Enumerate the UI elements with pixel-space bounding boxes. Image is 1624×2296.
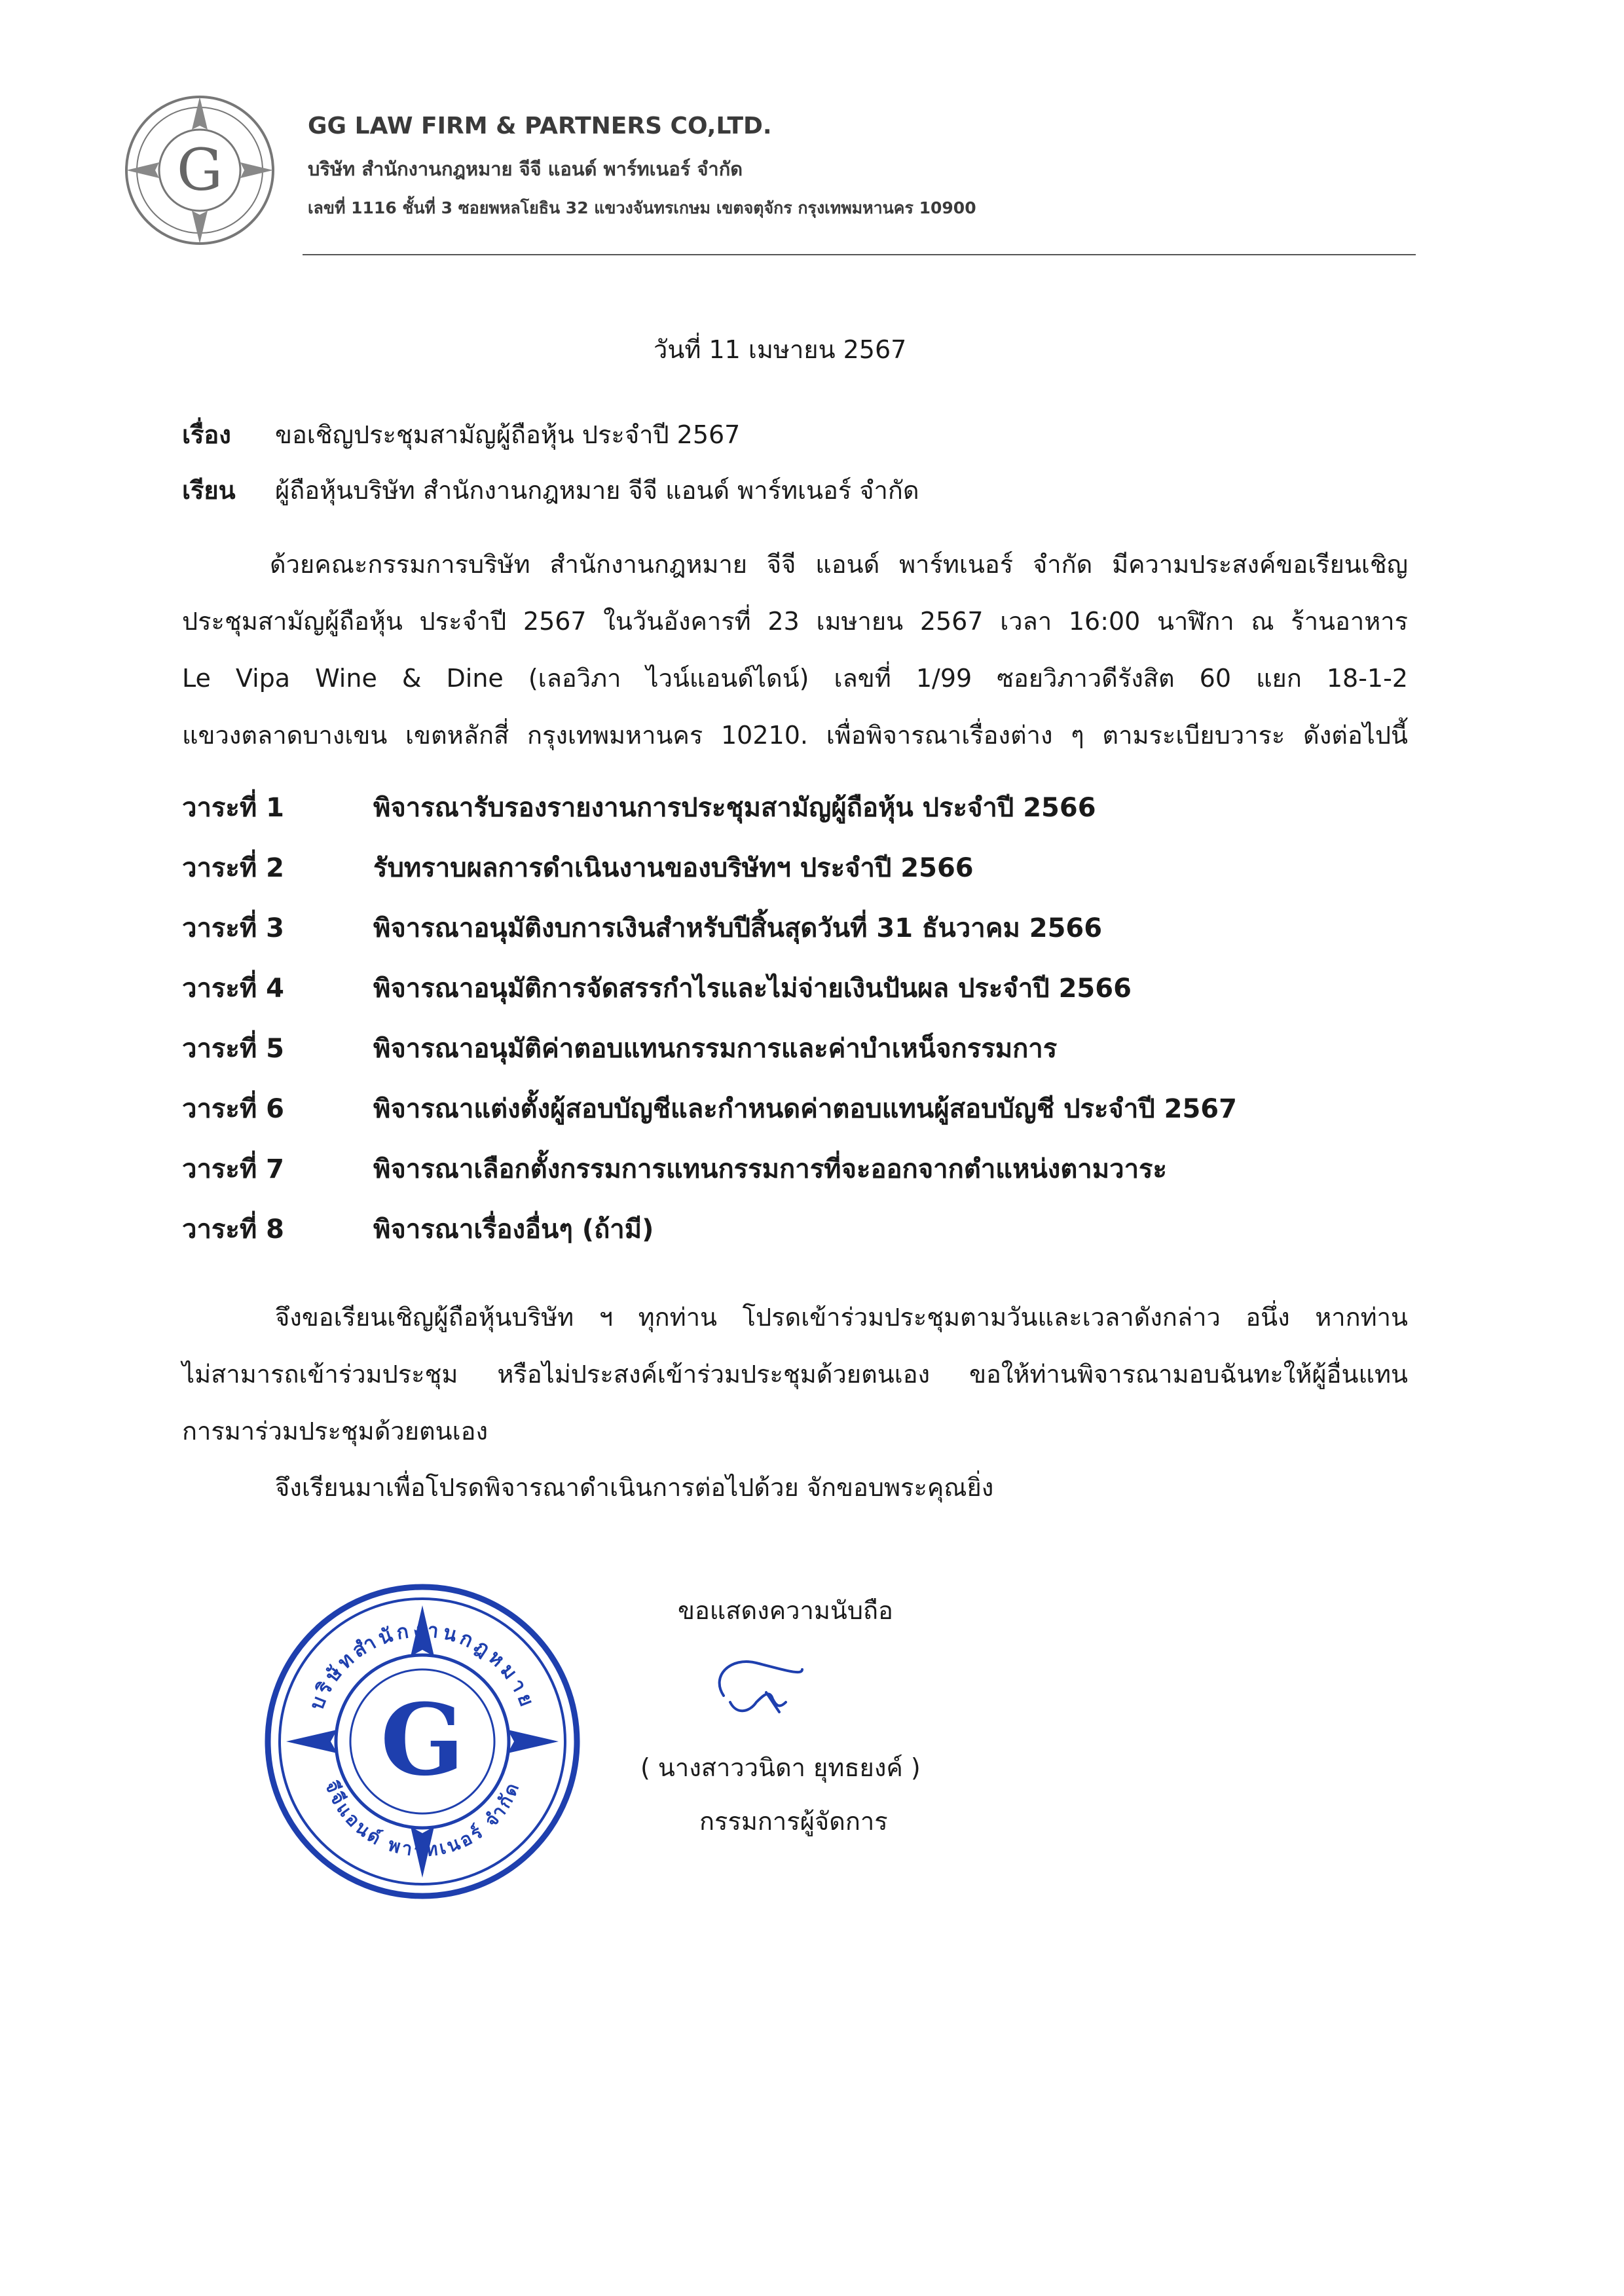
invite-line: ไม่สามารถเข้าร่วมประชุม หรือไม่ประสงค์เข้าร่วมประชุมด้วยตนเอง ขอให้ท่านพิจารณามอบฉันทะให้ผู้อื่นแทน bbox=[182, 1360, 1408, 1389]
company-name-th: บริษัท สำนักงานกฎหมาย จีจี แอนด์ พาร์ทเนอร์ จำกัด bbox=[308, 158, 743, 180]
agenda-item: พิจารณาอนุมัติค่าตอบแทนกรรมการและค่าบำเหน็จกรรมการ bbox=[373, 1034, 1058, 1064]
svg-text:จีจีแอนด์ พาร์ทเนอร์ จำกัด: จีจีแอนด์ พาร์ทเนอร์ จำกัด bbox=[320, 1777, 525, 1861]
intro-line: ประชุมสามัญผู้ถือหุ้น ประจำปี 2567 ในวันอังคารที่ 23 เมษายน 2567 เวลา 16:00 นาฬิกา ณ ร้านอาหาร bbox=[182, 607, 1408, 636]
company-address: เลขที่ 1116 ชั้นที่ 3 ซอยพหลโยธิน 32 แขวงจันทรเกษม เขตจตุจักร กรุงเทพมหานคร 10900 bbox=[308, 198, 976, 217]
agenda-number: วาระที่ 7 bbox=[182, 1154, 285, 1184]
agenda-item: พิจารณาอนุมัติงบการเงินสำหรับปีสิ้นสุดวันที่ 31 ธันวาคม 2566 bbox=[373, 913, 1103, 943]
agenda-number: วาระที่ 6 bbox=[182, 1094, 285, 1124]
subject-text: ขอเชิญประชุมสามัญผู้ถือหุ้น ประจำปี 2567 bbox=[275, 420, 741, 449]
intro-line: ด้วยคณะกรรมการบริษัท สำนักงานกฎหมาย จีจี แอนด์ พาร์ทเนอร์ จำกัด มีความประสงค์ขอเรียนเชิญ bbox=[270, 550, 1408, 579]
agenda-number: วาระที่ 5 bbox=[182, 1034, 285, 1064]
signature bbox=[704, 1650, 815, 1728]
signer-name: ( นางสาววนิดา ยุทธยงค์ ) bbox=[640, 1753, 921, 1782]
company-name-en: GG LAW FIRM & PARTNERS CO,LTD. bbox=[308, 113, 772, 139]
subject-label: เรื่อง bbox=[182, 420, 231, 449]
svg-text:G: G bbox=[176, 136, 223, 204]
agenda-item: พิจารณาอนุมัติการจัดสรรกำไรและไม่จ่ายเงินปันผล ประจำปี 2566 bbox=[373, 974, 1132, 1004]
closing-paragraph: จึงเรียนมาเพื่อโปรดพิจารณาดำเนินการต่อไปด้วย จักขอบพระคุณยิ่ง bbox=[275, 1473, 994, 1502]
svg-text:บริษัทสำนักงานกฎหมาย: บริษัทสำนักงานกฎหมาย bbox=[305, 1618, 540, 1713]
agenda-item: พิจารณาเลือกตั้งกรรมการแทนกรรมการที่จะออกจากตำแหน่งตามวาระ bbox=[373, 1154, 1168, 1184]
agenda-number: วาระที่ 2 bbox=[182, 853, 285, 883]
closing-salutation: ขอแสดงความนับถือ bbox=[678, 1596, 893, 1625]
svg-text:G: G bbox=[380, 1683, 465, 1798]
signer-title: กรรมการผู้จัดการ bbox=[699, 1807, 888, 1836]
header-divider bbox=[303, 254, 1416, 255]
agenda-item: พิจารณาเรื่องอื่นๆ (ถ้ามี) bbox=[373, 1214, 654, 1245]
company-logo bbox=[121, 92, 278, 249]
agenda-number: วาระที่ 1 bbox=[182, 793, 285, 823]
company-stamp bbox=[259, 1578, 586, 1905]
agenda-item: พิจารณารับรองรายงานการประชุมสามัญผู้ถือหุ้น ประจำปี 2566 bbox=[373, 793, 1096, 823]
agenda-item: พิจารณาแต่งตั้งผู้สอบบัญชีและกำหนดค่าตอบแทนผู้สอบบัญชี ประจำปี 2567 bbox=[373, 1094, 1237, 1124]
intro-line: Le Vipa Wine & Dine (เลอวิภา ไวน์แอนด์ไดน์) เลขที่ 1/99 ซอยวิภาวดีรังสิต 60 แยก 18-1-2 bbox=[182, 664, 1408, 693]
invite-line: การมาร่วมประชุมด้วยตนเอง bbox=[182, 1417, 489, 1446]
invite-line: จึงขอเรียนเชิญผู้ถือหุ้นบริษัท ฯ ทุกท่าน โปรดเข้าร่วมประชุมตามวันและเวลาดังกล่าว อนึ่ง หากท่าน bbox=[275, 1303, 1408, 1332]
agenda-number: วาระที่ 3 bbox=[182, 913, 285, 943]
letter-date: วันที่ 11 เมษายน 2567 bbox=[654, 335, 907, 364]
agenda-number: วาระที่ 4 bbox=[182, 974, 285, 1004]
recipient-text: ผู้ถือหุ้นบริษัท สำนักงานกฎหมาย จีจี แอนด์ พาร์ทเนอร์ จำกัด bbox=[275, 476, 919, 505]
intro-line: แขวงตลาดบางเขน เขตหลักสี่ กรุงเทพมหานคร 10210. เพื่อพิจารณาเรื่องต่าง ๆ ตามระเบียบวาระ ดังต่อไปนี้ bbox=[182, 721, 1408, 750]
recipient-label: เรียน bbox=[182, 476, 236, 505]
agenda-number: วาระที่ 8 bbox=[182, 1214, 285, 1245]
agenda-item: รับทราบผลการดำเนินงานของบริษัทฯ ประจำปี 2566 bbox=[373, 853, 974, 883]
